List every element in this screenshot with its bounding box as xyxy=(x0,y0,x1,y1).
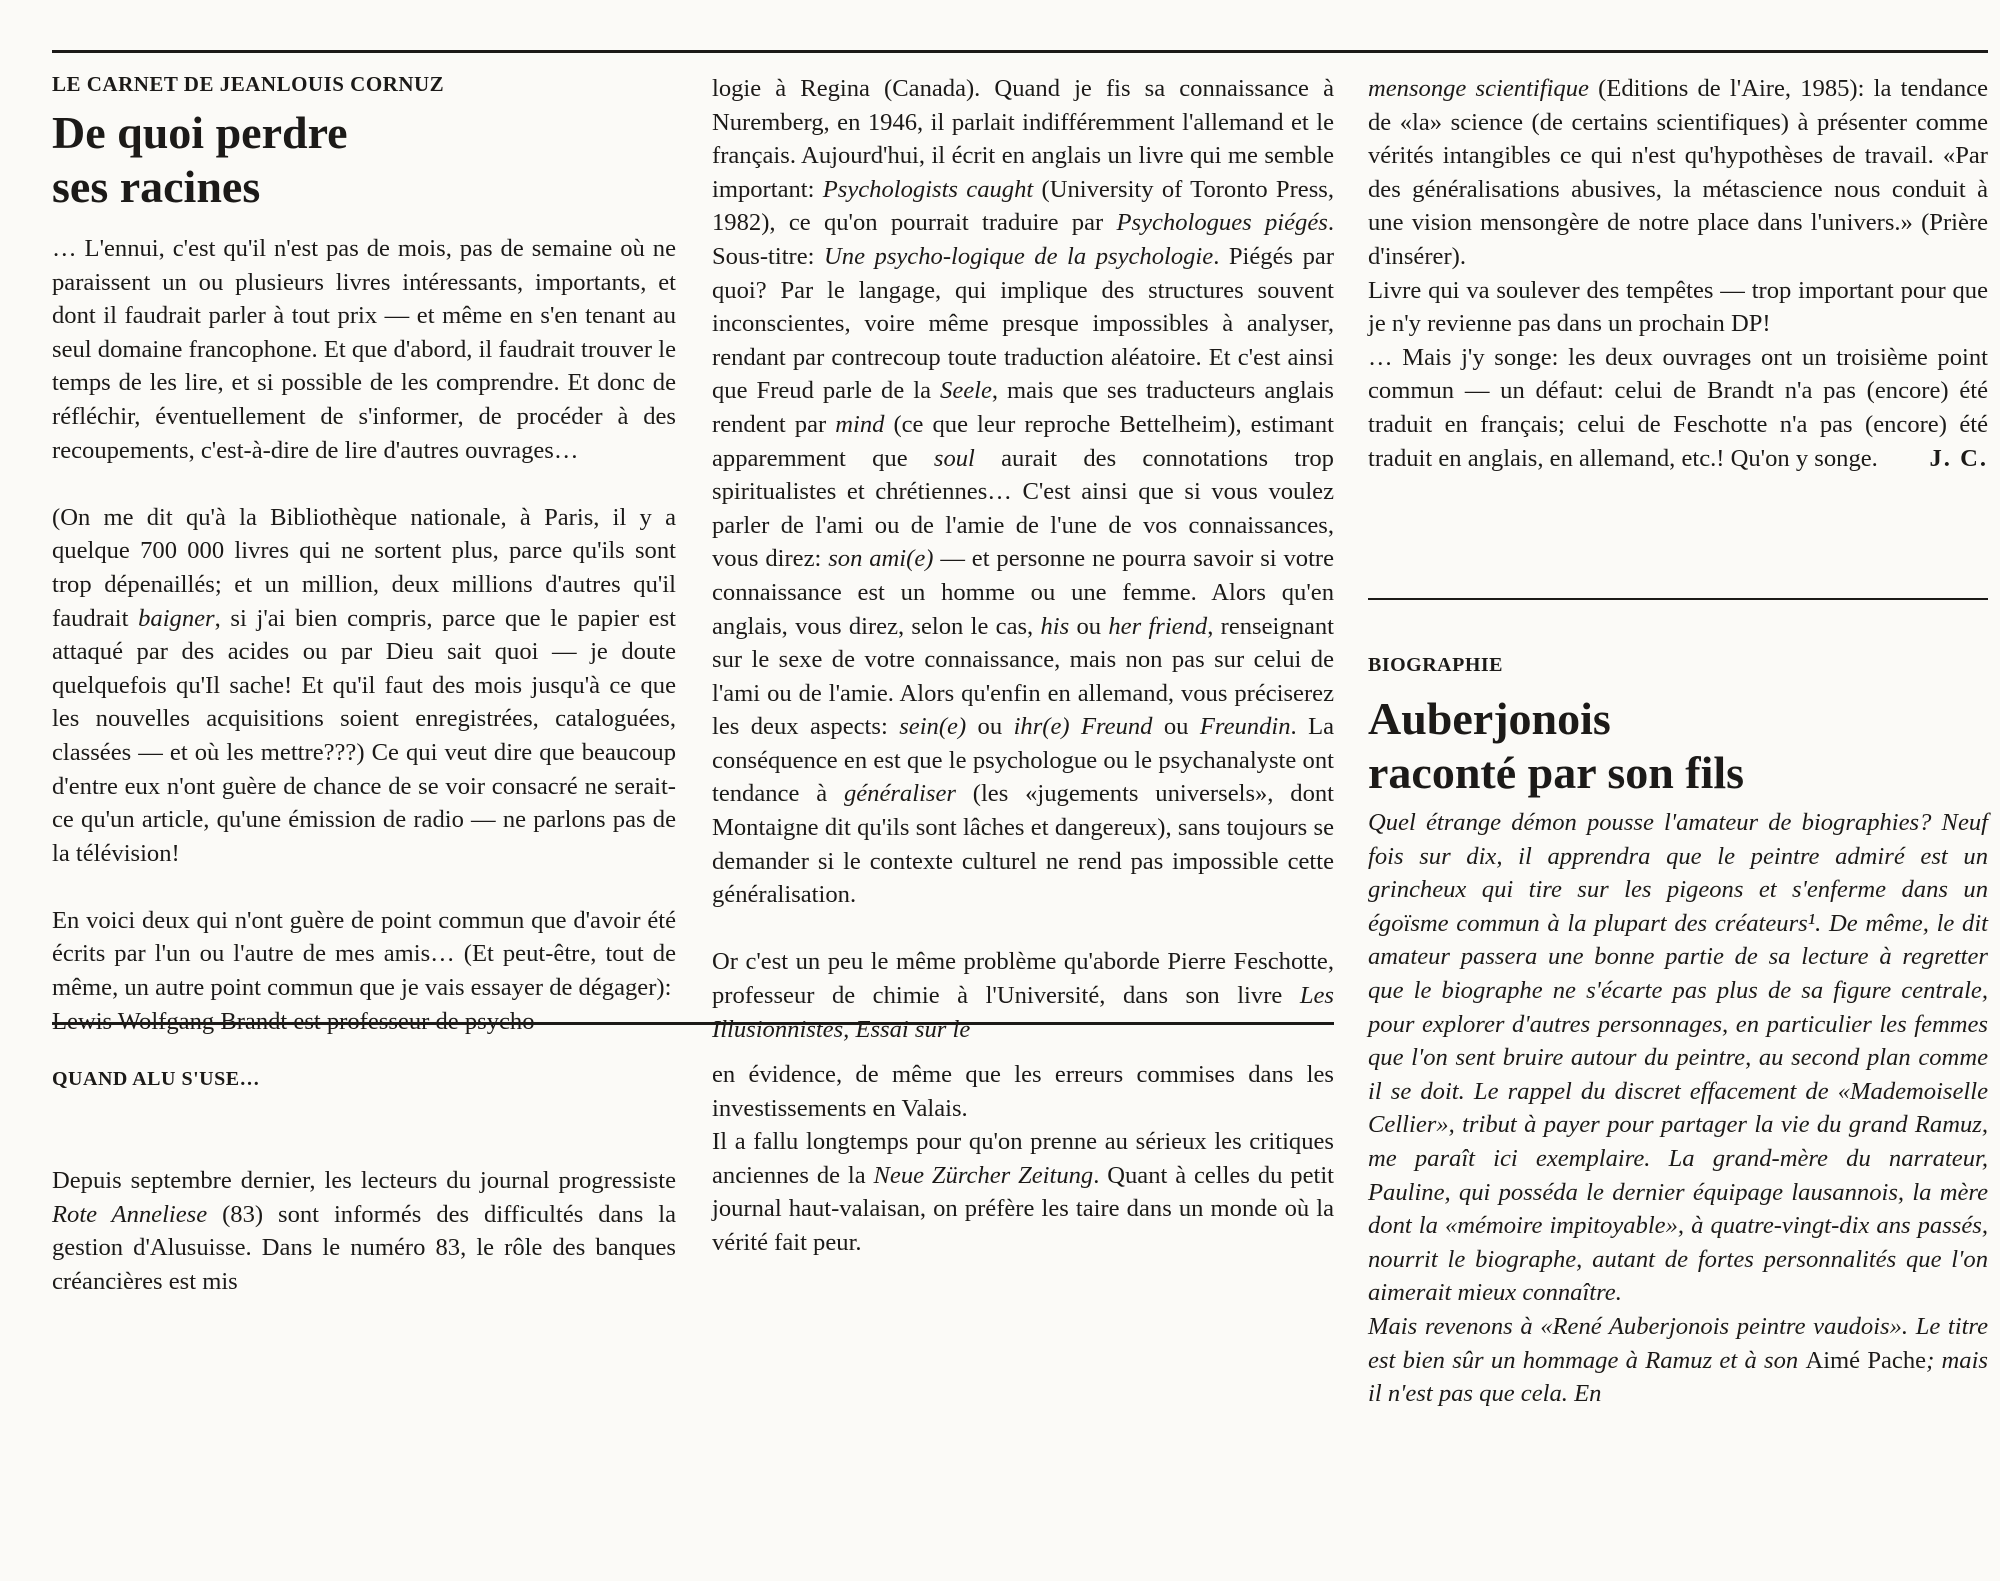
paragraph: (On me dit qu'à la Bibliothèque nationale, à Paris, il y a quelque 700 000 livres qui ne sortent plus, parce qu'ils sont trop dépenaillés; et un million, deux millions d'autres qu'il faudrait baigner, si j'ai bien compris, parce que le papier est attaqué par des acides ou par Dieu sait quoi — je doute quelquefois qu'Il sache! Et qu'il faut des mois jusqu'à ce que les nouvelles acquisitions soient enregistrées, cataloguées, classées — et où les mettre???) Ce qui veut dire que beaucoup d'entre eux n'ont guère de chance de se voir consacré ne serait-ce qu'un article, qu'une émission de radio — ne parlons pas de la télévision! xyxy=(52,503,676,867)
alu-column-2 xyxy=(712,1058,1334,1260)
paragraph: Quel étrange démon pousse l'amateur de biographies? Neuf fois sur dix, il apprendra que le peintre admiré est un grincheux qui tire sur les pigeons et s'enferme dans un égoïsme commun à la plupart des créateurs¹. De même, le dit amateur passera une bonne partie de sa lecture à regretter que le biographe ne s'écarte pas plus de sa figure centrale, pour explorer d'autres personnages, en particulier les femmes que l'on sent bruire autour du peintre, au second plan comme il se doit. Le rappel du discret effacement de «Mademoiselle Cellier», tribut à payer pour partager la vie du grand Ramuz, me paraît ici exemplaire. La grand-mère du narrateur, Pauline, qui posséda le dernier équipage lausannois, la mère dont la «mémoire impitoyable», à quatre-vingt-dix ans passés, nourrit le biographe, autant de fortes personnalités que l'on aimerait mieux connaître. xyxy=(1368,809,1988,1307)
alu-kicker: QUAND ALU S'USE… xyxy=(52,1068,261,1090)
paragraph: en évidence, de même que les erreurs commises dans les investissements en Valais. xyxy=(712,1061,1334,1122)
paragraph: Depuis septembre dernier, les lecteurs du journal progressiste Rote Anneliese (83) sont informés des difficultés dans la gestion d'Alusuisse. Dans le numéro 83, le rôle des banques créancières est mis xyxy=(52,1167,677,1295)
article-kicker: LE CARNET DE JEANLOUIS CORNUZ xyxy=(52,72,445,96)
column3-divider-rule xyxy=(1368,598,1988,600)
paragraph: logie à Regina (Canada). Quand je fis sa connaissance à Nuremberg, en 1946, il parlait indifféremment l'allemand et le français. Aujourd'hui, il écrit en anglais un livre qui me semble important: Psychologists caught (University of Toronto Press, 1982), ce qu'on pourrait traduire par Psychologues piégés. Sous-titre: Une psycho-logique de la psychologie. Piégés par quoi? Par le langage, qui implique des structures souvent inconscientes, voire même presque impossibles à analyser, rendant par contrecoup toute traduction aléatoire. Et c'est ainsi que Freud parle de la Seele, mais que ses traducteurs anglais rendent par mind (ce que leur reproche Bettelheim), estimant apparemment que soul aurait des connotations trop spiritualistes et chrétiennes… C'est ainsi que si vous voulez parler de l'ami ou de l'amie de l'une de vos connaissances, vous direz: son ami(e) — et personne ne pourra savoir si votre connaissance est un homme ou une femme. Alors qu'en anglais, vous direz, selon le cas, his ou her friend, renseignant sur le sexe de votre connaissance, mais non pas sur celui de l'ami ou de l'amie. Alors qu'enfin en allemand, vous préciserez les deux aspects: sein(e) ou ihr(e) Freund ou Freundin. La conséquence en est que le psychologue ou le psychanalyste ont tendance à généraliser (les «jugements universels», dont Montaigne dit qu'ils sont lâches et dangereux), sans toujours se demander si le contexte culturel ne rend pas impossible cette généralisation. xyxy=(712,75,1335,909)
bio-headline-line-1: Auberjonois xyxy=(1368,693,1611,744)
alu-column-1 xyxy=(52,1164,676,1298)
bio-headline xyxy=(1368,692,1744,800)
paragraph: Lewis Wolfgang Brandt est professeur de psycho- xyxy=(52,1007,543,1035)
article-headline xyxy=(52,106,348,214)
bio-headline-line-2: raconté par son fils xyxy=(1368,747,1745,798)
paragraph: En voici deux qui n'ont guère de point commun que d'avoir été écrits par l'un ou l'autre de mes amis… (Et peut-être, tout de même, un autre point commun que je vais essayer de dégager): xyxy=(52,906,676,1002)
paragraph: Mais revenons à «René Auberjonois peintre vaudois». Le titre est bien sûr un hommage à Ramuz et à son Aimé Pache; mais il n'est pas que cela. En xyxy=(1368,1312,1988,1408)
headline-line-2: ses racines xyxy=(52,161,261,212)
bio-article-body xyxy=(1368,806,1988,1411)
bio-kicker: BIOGRAPHIE xyxy=(1368,654,1504,676)
paragraph: … Mais j'y songe: les deux ouvrages ont un troisième point commun — un défaut: celui de Brandt n'a pas (encore) été traduit en français; celui de Feschotte n'a pas (encore) été traduit en anglais, en allemand, etc.! Qu'on y songe. J. C. xyxy=(1368,341,1988,475)
paragraph: … L'ennui, c'est qu'il n'est pas de mois, pas de semaine où ne paraissent un ou plusieurs livres intéressants, importants, et dont il faudrait parler à tout prix — et même en s'en tenant au seul domaine francophone. Et que d'abord, il faudrait trouver le temps de les lire, et si possible de les comprendre. Et donc de réfléchir, éventuellement de s'informer, de procéder à des recoupements, c'est-à-dire de lire d'autres ouvrages… xyxy=(52,235,676,464)
paragraph: Il a fallu longtemps pour qu'on prenne au sérieux les critiques anciennes de la Neue Zürcher Zeitung. Quant à celles du petit journal haut-valaisan, on préfère les taire dans un monde où la vérité fait peur. xyxy=(712,1128,1334,1256)
paragraph: mensonge scientifique (Editions de l'Aire, 1985): la tendance de «la» science (de certains scientifiques) à présenter comme vérités intangibles ce qui n'est qu'hypothèses de travail. «Par des généralisations abusives, la métascience nous conduit à une vision mensongère de notre place dans l'univers.» (Prière d'insérer). xyxy=(1368,75,1988,270)
headline-line-1: De quoi perdre xyxy=(52,107,348,158)
author-signature: J. C. xyxy=(1929,444,1988,472)
article-column-3 xyxy=(1368,72,1988,475)
article-column-1 xyxy=(52,232,676,1038)
article-column-2 xyxy=(712,72,1334,1046)
top-rule xyxy=(52,50,1988,53)
paragraph: Livre qui va soulever des tempêtes — trop important pour que je n'y revienne pas dans un prochain DP! xyxy=(1368,276,1988,338)
paragraph: Or c'est un peu le même problème qu'aborde Pierre Feschotte, professeur de chimie à l'Université, dans son livre Les Illusionnistes, Essai sur le xyxy=(712,948,1334,1043)
